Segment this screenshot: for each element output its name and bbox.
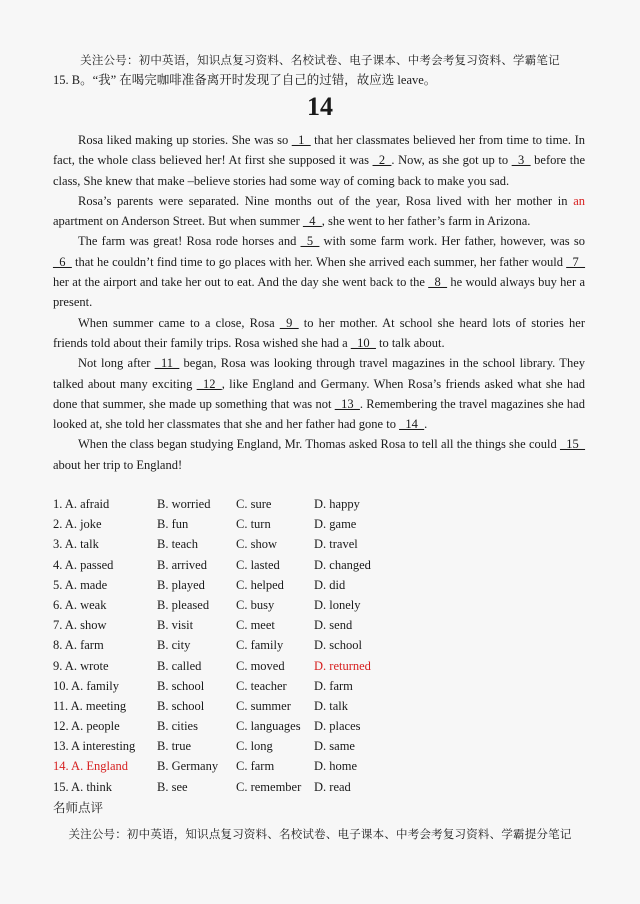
option-row: 5. A. made B. played C. helped D. did	[53, 577, 346, 592]
blank-4: _4_	[302, 214, 322, 229]
paragraph-1: Rosa liked making up stories. She was so _1_ that her classmates believed her from time to time. In fact, the whole class believed her! At first she supposed it was _2_. Now, as she got up to _3_ before the class, She knew that make –believe stories had some way of coming back to make you sad.	[53, 133, 585, 188]
blank-11: _11_	[154, 356, 180, 371]
paragraph-6: When the class began studying England, Mr. Thomas asked Rosa to tell all the things she could _15_ about her trip to England!	[53, 437, 585, 472]
option-row: 4. A. passed B. arrived C. lasted D. changed	[53, 557, 371, 572]
option-row: 6. A. weak B. pleased C. busy D. lonely	[53, 597, 361, 612]
blank-15: _15_	[560, 437, 585, 452]
answer-highlight: D. returned	[314, 658, 371, 673]
passage-title: 14	[307, 92, 333, 121]
options-list	[53, 494, 593, 797]
option-row: 3. A. talk B. teach C. show D. travel	[53, 537, 358, 552]
option-row: 7. A. show B. visit C. meet D. send	[53, 618, 353, 633]
option-row: 11. A. meeting B. school C. summer D. talk	[53, 698, 349, 713]
blank-10: _10_	[350, 335, 376, 350]
option-row: 13. A interesting B. true C. long D. same	[53, 739, 355, 754]
previous-answer: 15. B。“我” 在喝完咖啡准备离开时发现了自己的过错，故应选 leave。	[53, 73, 437, 87]
teacher-comment-label: 名师点评	[53, 801, 104, 815]
page-header: 关注公号：初中英语，知识点复习资料、名校试卷、电子课本、中考会考复习资料、学霸笔记	[80, 55, 560, 67]
blank-2: _2_	[372, 153, 392, 168]
option-row: 9. A. wrote B. called C. moved D. returned	[53, 656, 593, 676]
blank-9: _9_	[279, 315, 299, 330]
option-row: 14. A. England B. Germany C. farm D. home	[53, 759, 358, 774]
blank-3: _3_	[511, 153, 531, 168]
paragraph-5: Not long after _11_ began, Rosa was looking through travel magazines in the school library. They talked about many exciting _12_, like England and Germany. When Rosa’s friends asked what she had done that summer, she made up something that was not _13_. Remembering the travel magazines she had looked at, she told her classmates that she and her father had gone to _14_.	[53, 356, 585, 432]
blank-14: _14_	[399, 417, 425, 432]
paragraph-2: Rosa’s parents were separated. Nine months out of the year, Rosa lived with her mother in an apartment on Anderson Street. But when summer _4_, she went to her father’s farm in Arizona.	[53, 193, 585, 229]
blank-1: _1_	[291, 133, 311, 147]
blank-5: _5_	[300, 234, 320, 249]
option-row: 15. A. think B. see C. remember D. read	[53, 779, 351, 794]
paragraph-3: The farm was great! Rosa rode horses and _5_ with some farm work. Her father, however, was so _6_ that he couldn’t find time to go places with her. When she arrived each summer, her father would _7_ her at the airport and take her out to eat. And the day she went back to the _8_ he would always buy her a present.	[53, 234, 586, 310]
paragraph-4: When summer came to a close, Rosa _9_ to her mother. At school she heard lots of stories her friends told about their family trips. Rosa wished she had a _10_ to talk about.	[53, 315, 585, 350]
blank-7: _7_	[566, 254, 585, 269]
blank-8: _8_	[428, 275, 448, 290]
option-row: 10. A. family B. school C. teacher D. farm	[53, 678, 353, 693]
option-row: 1. A. afraid B. worried C. sure D. happy	[53, 497, 360, 511]
blank-13: _13_	[334, 396, 360, 411]
highlighted-word: an	[573, 193, 585, 208]
blank-12: _12_	[196, 376, 222, 391]
page-footer: 关注公号：初中英语，知识点复习资料、名校试卷、电子课本、中考会考复习资料、学霸提分笔记	[68, 829, 572, 841]
option-row: 12. A. people B. cities C. languages D. places	[53, 719, 361, 734]
passage	[53, 130, 585, 475]
option-row: 2. A. joke B. fun C. turn D. game	[53, 517, 357, 532]
blank-6: _6_	[53, 254, 72, 269]
option-row: 8. A. farm B. city C. family D. school	[53, 638, 362, 653]
